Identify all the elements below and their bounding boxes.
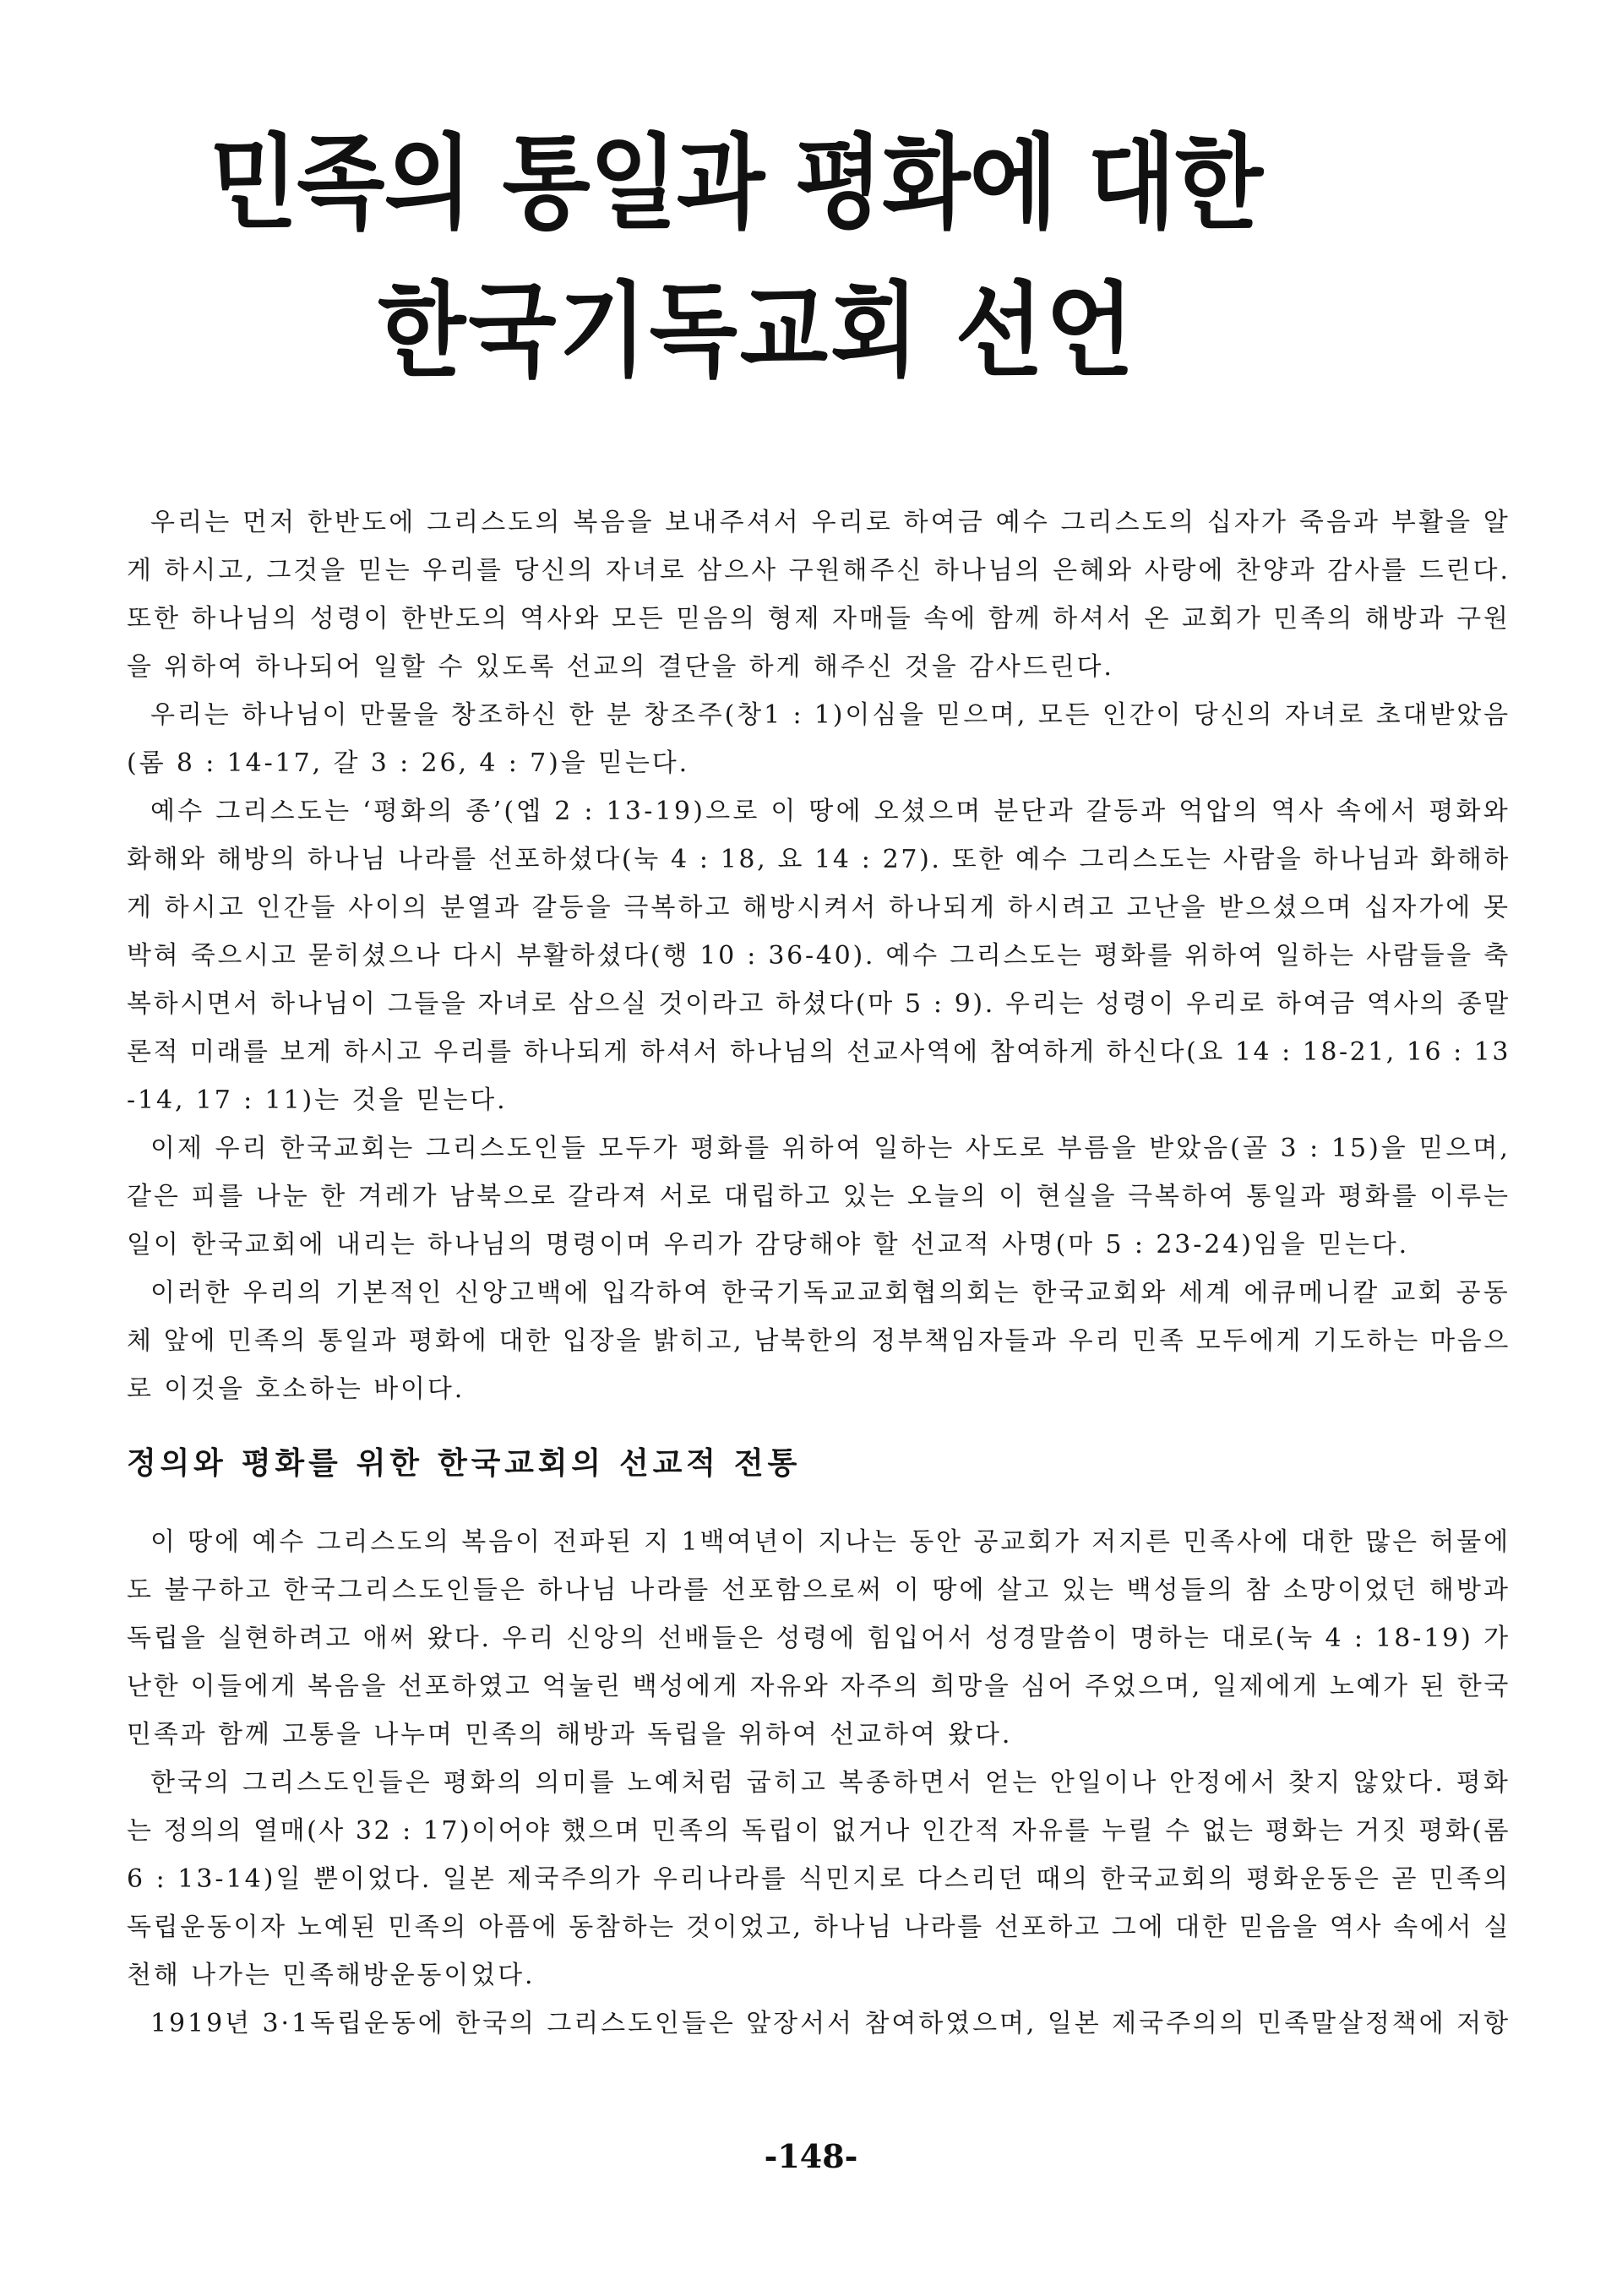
body-line [127, 498, 1510, 547]
body-line [127, 691, 1510, 739]
body-line [127, 1614, 1510, 1662]
body-line [127, 595, 1510, 643]
body-line [127, 1951, 1510, 1999]
section-body [127, 498, 1510, 1413]
body-line-text: 우리는 먼저 한반도에 그리스도의 복음을 보내주셔서 우리로 하여금 예수 그리스도의 십자가 죽음과 부활을 알 [150, 508, 1510, 537]
paragraph [127, 1999, 1510, 2048]
body-line-text: 화해와 해방의 하나님 나라를 선포하셨다(눅 4 : 18, 요 14 : 27). 또한 예수 그리스도는 사람을 하나님과 화해하 [127, 845, 1510, 874]
body-line [127, 1662, 1510, 1711]
body-line [127, 1124, 1510, 1172]
body-line-text: 게 하시고, 그것을 믿는 우리를 당신의 자녀로 삼으사 구원해주신 하나님의 은혜와 사랑에 찬양과 감사를 드린다. [127, 556, 1510, 585]
body-line [127, 547, 1510, 595]
body-line [127, 932, 1510, 980]
title-text: 한국기독교회 선언 [378, 271, 1136, 391]
body-line [127, 1903, 1510, 1951]
body-line-text: 난한 이들에게 복음을 선포하였고 억눌린 백성에게 자유와 자주의 희망을 심어 주었으며, 일제에게 노예가 된 한국 [127, 1672, 1510, 1701]
paragraph [127, 691, 1510, 787]
section-heading-text: 정의와 평화를 위한 한국교회의 선교적 전통 [127, 1446, 801, 1481]
paragraph [127, 1759, 1510, 1999]
body-line [127, 739, 1510, 787]
body-line-text: 또한 하나님의 성령이 한반도의 역사와 모든 믿음의 형제 자매들 속에 함께 하셔서 온 교회가 민족의 해방과 구원 [127, 604, 1510, 634]
page-number-text: -148- [764, 2137, 858, 2175]
section-heading [127, 1439, 801, 1489]
body-line [127, 1172, 1510, 1221]
body-line-text: 이 땅에 예수 그리스도의 복음이 전파된 지 1백여년이 지나는 동안 공교회가 저지른 민족사에 대한 많은 허물에 [150, 1527, 1510, 1557]
title-text: 민족의 통일과 평화에 대한 [210, 123, 1262, 243]
body-line-text: 우리는 하나님이 만물을 창조하신 한 분 창조주(창1 : 1)이심을 믿으며, 모든 인간이 당신의 자녀로 초대받았음 [150, 700, 1510, 730]
body-line [127, 835, 1510, 884]
body-line-text: 로 이것을 호소하는 바이다. [127, 1374, 465, 1404]
body-line-text: 이러한 우리의 기본적인 신앙고백에 입각하여 한국기독교교회협의회는 한국교회와 세계 에큐메니칼 교회 공동 [150, 1278, 1510, 1308]
body-line [127, 1365, 1510, 1413]
body-line-text: 6 : 13-14)일 뿐이었다. 일본 제국주의가 우리나라를 식민지로 다스리던 때의 한국교회의 평화운동은 곧 민족의 [127, 1864, 1510, 1894]
body-line [127, 884, 1510, 932]
body-line-text: 게 하시고 인간들 사이의 분열과 갈등을 극복하고 해방시켜서 하나되게 하시려고 고난을 받으셨으며 십자가에 못 [127, 893, 1510, 922]
body-line [127, 1269, 1510, 1317]
section-body [127, 1518, 1510, 2048]
body-line-text: 체 앞에 민족의 통일과 평화에 대한 입장을 밝히고, 남북한의 정부책임자들과 우리 민족 모두에게 기도하는 마음으 [127, 1326, 1510, 1356]
body-line-text: 1919년 3·1독립운동에 한국의 그리스도인들은 앞장서서 참여하였으며, 일본 제국주의의 민족말살정책에 저항 [150, 2009, 1510, 2038]
body-line-text: 도 불구하고 한국그리스도인들은 하나님 나라를 선포함으로써 이 땅에 살고 있는 백성들의 참 소망이었던 해방과 [127, 1575, 1510, 1605]
body-line [127, 1221, 1510, 1269]
paragraph [127, 1269, 1510, 1413]
body-line-text: 천해 나가는 민족해방운동이었다. [127, 1961, 536, 1990]
body-line-text: 같은 피를 나눈 한 겨레가 남북으로 갈라져 서로 대립하고 있는 오늘의 이 현실을 극복하여 통일과 평화를 이루는 [127, 1182, 1510, 1211]
body-line-text: 일이 한국교회에 내리는 하나님의 명령이며 우리가 감당해야 할 선교적 사명(마 5 : 23-24)임을 믿는다. [127, 1230, 1409, 1260]
body-line-text: 독립운동이자 노예된 민족의 아픔에 동참하는 것이었고, 하나님 나라를 선포하고 그에 대한 믿음을 역사 속에서 실 [127, 1912, 1510, 1942]
body-line-text: 을 위하여 하나되어 일할 수 있도록 선교의 결단을 하게 해주신 것을 감사드린다. [127, 652, 1114, 682]
body-line-text: 박혀 죽으시고 묻히셨으나 다시 부활하셨다(행 10 : 36-40). 예수 그리스도는 평화를 위하여 일하는 사람들을 축 [127, 941, 1510, 971]
body-line [127, 1855, 1510, 1903]
body-line [127, 1317, 1510, 1365]
document-title-line-1 [210, 124, 1262, 242]
paragraph [127, 498, 1510, 691]
body-line-text: 한국의 그리스도인들은 평화의 의미를 노예처럼 굽히고 복종하면서 얻는 안일이나 안정에서 찾지 않았다. 평화 [150, 1768, 1510, 1798]
body-line [127, 980, 1510, 1028]
body-line [127, 1999, 1510, 2048]
body-line [127, 1759, 1510, 1807]
page-number [0, 2135, 1622, 2178]
body-line-text: 민족과 함께 고통을 나누며 민족의 해방과 독립을 위하여 선교하여 왔다. [127, 1720, 1013, 1749]
body-line [127, 1807, 1510, 1855]
body-line-text: (롬 8 : 14-17, 갈 3 : 26, 4 : 7)을 믿는다. [127, 748, 690, 778]
body-line-text: 는 정의의 열매(사 32 : 17)이어야 했으며 민족의 독립이 없거나 인간적 자유를 누릴 수 없는 평화는 거짓 평화(롬 [127, 1816, 1510, 1846]
body-line-text: 복하시면서 하나님이 그들을 자녀로 삼으실 것이라고 하셨다(마 5 : 9). 우리는 성령이 우리로 하여금 역사의 종말 [127, 989, 1510, 1019]
body-line [127, 1076, 1510, 1124]
body-line-text: 독립을 실현하려고 애써 왔다. 우리 신앙의 선배들은 성령에 힘입어서 성경말씀이 명하는 대로(눅 4 : 18-19) 가 [127, 1624, 1510, 1653]
body-line [127, 643, 1510, 691]
body-line [127, 787, 1510, 835]
body-line [127, 1518, 1510, 1566]
paragraph [127, 1124, 1510, 1269]
body-line [127, 1566, 1510, 1614]
body-line-text: 이제 우리 한국교회는 그리스도인들 모두가 평화를 위하여 일하는 사도로 부름을 받았음(골 3 : 15)을 믿으며, [150, 1134, 1510, 1163]
body-line-text: 예수 그리스도는 ‘평화의 종’(엡 2 : 13-19)으로 이 땅에 오셨으며 분단과 갈등과 억압의 역사 속에서 평화와 [150, 797, 1510, 826]
body-line-text: 론적 미래를 보게 하시고 우리를 하나되게 하셔서 하나님의 선교사역에 참여하게 하신다(요 14 : 18-21, 16 : 13 [127, 1037, 1510, 1067]
document-title-line-2 [378, 272, 1136, 390]
body-line [127, 1028, 1510, 1076]
body-line-text: -14, 17 : 11)는 것을 믿는다. [127, 1085, 508, 1115]
paragraph [127, 787, 1510, 1124]
body-line [127, 1711, 1510, 1759]
paragraph [127, 1518, 1510, 1759]
